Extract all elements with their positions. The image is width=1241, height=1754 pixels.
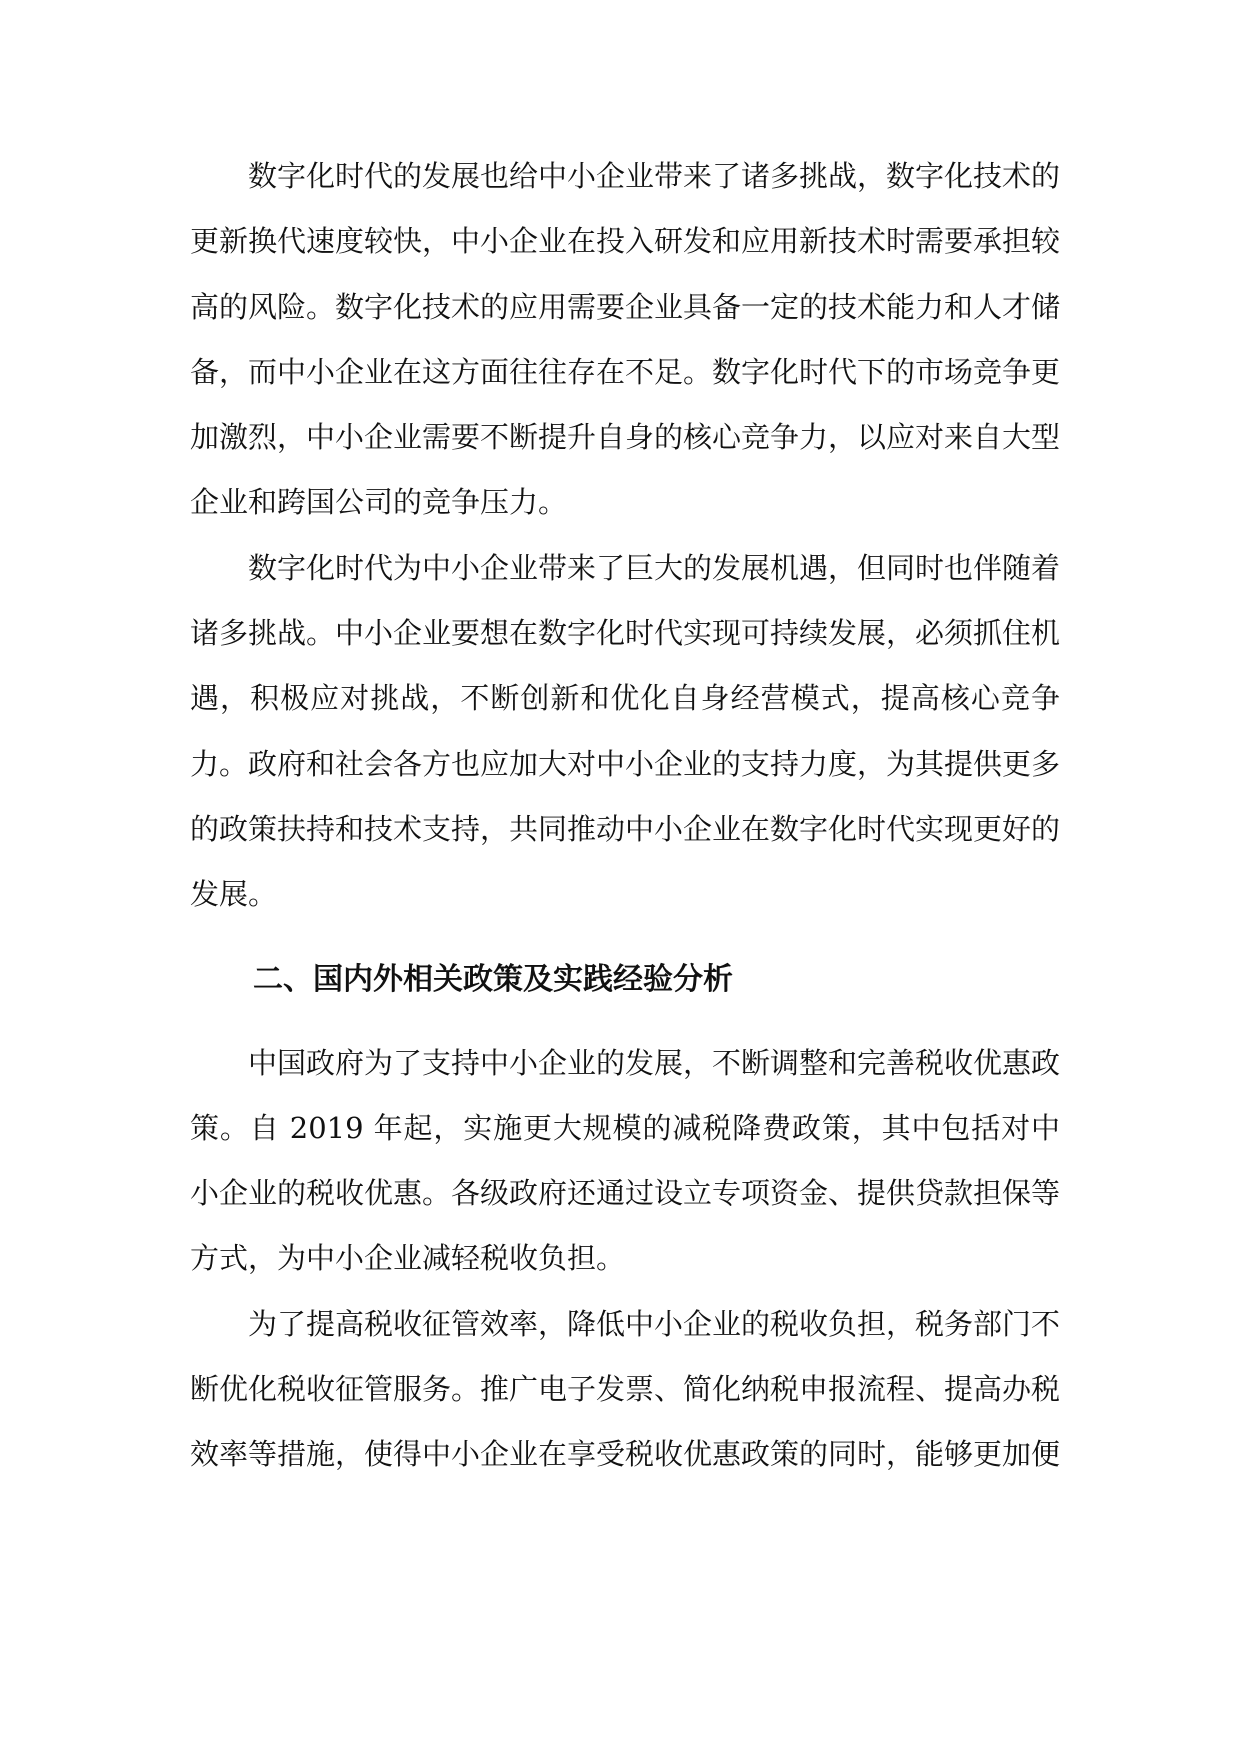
paragraph-digital-opportunities: 数字化时代为中小企业带来了巨大的发展机遇，但同时也伴随着诸多挑战。中小企业要想在数字化时代实现可持续发展，必须抓住机遇，积极应对挑战，不断创新和优化自身经营模式，提高核心竞争力。政府和社会各方也应加大对中小企业的支持力度，为其提供更多的政策扶持和技术支持，共同推动中小企业在数字化时代实现更好的发展。	[190, 550, 1061, 912]
paragraph-tax-service: 为了提高税收征管效率，降低中小企业的税收负担，税务部门不断优化税收征管服务。推广电子发票、简化纳税申报流程、提高办税效率等措施，使得中小企业在享受税收优惠政策的同时，能够更加便	[190, 1306, 1061, 1472]
section-heading: 二、国内外相关政策及实践经验分析	[253, 961, 733, 997]
paragraph-tax-policy: 中国政府为了支持中小企业的发展，不断调整和完善税收优惠政策。自 2019 年起，实施更大规模的减税降费政策，其中包括对中小企业的税收优惠。各级政府还通过设立专项资金、提供贷款担保等方式，为中小企业减轻税收负担。	[190, 1045, 1061, 1276]
paragraph-digital-challenges: 数字化时代的发展也给中小企业带来了诸多挑战，数字化技术的更新换代速度较快，中小企业在投入研发和应用新技术时需要承担较高的风险。数字化技术的应用需要企业具备一定的技术能力和人才储备，而中小企业在这方面往往存在不足。数字化时代下的市场竞争更加激烈，中小企业需要不断提升自身的核心竞争力，以应对来自大型企业和跨国公司的竞争压力。	[190, 159, 1061, 520]
page-content	[190, 144, 1060, 1488]
